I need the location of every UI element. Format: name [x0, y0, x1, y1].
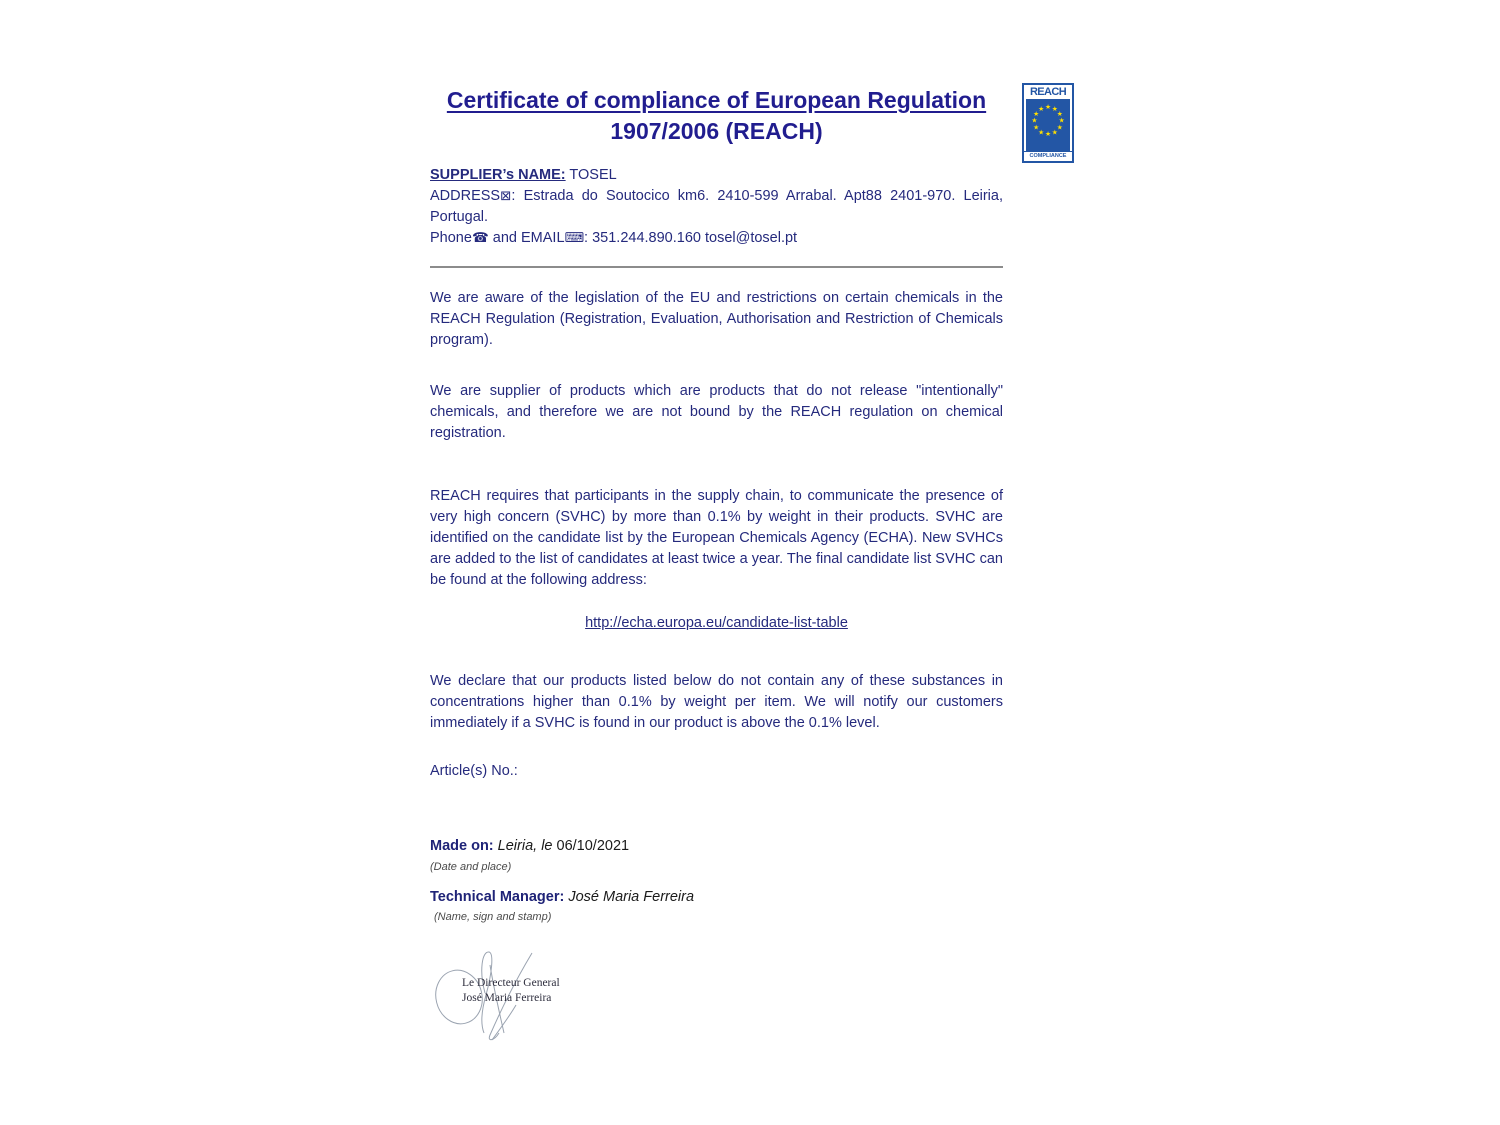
signature-text-line1: Le Directeur General — [462, 977, 560, 989]
svg-text:★: ★ — [1033, 123, 1040, 132]
supplier-address-line — [430, 186, 1003, 228]
paragraph-svhc-requirements: REACH requires that participants in the supply chain, to communicate the presence of very high concern (SVHC) by more than 0.1% by weight in their products. SVHC are identified on the candidate list by the European Chemicals Agency (ECHA). New SVHCs are added to the list of candidates at least twice a year. The final candidate list SVHC can be found at the following address: — [430, 488, 1003, 588]
candidate-list-link[interactable]: http://echa.europa.eu/candidate-list-table — [585, 615, 848, 631]
svg-text:★: ★ — [1051, 104, 1058, 113]
svg-text:★: ★ — [1038, 128, 1045, 137]
svg-text:★: ★ — [1033, 109, 1040, 118]
phone-label: Phone — [430, 230, 472, 246]
contact-value: 351.244.890.160 tosel@tosel.pt — [592, 230, 798, 246]
signature-text-line2: José Maria Ferreira — [462, 992, 552, 1004]
eu-stars-flag — [1026, 99, 1070, 151]
page-title-line1: Certificate of compliance of European Regulation — [446, 87, 987, 113]
address-colon: : — [511, 188, 516, 204]
technical-manager-label: Technical Manager: — [430, 889, 565, 905]
and-email-label: and EMAIL — [488, 230, 565, 246]
technical-manager-name: José Maria Ferreira — [568, 889, 695, 905]
technical-manager-line — [430, 889, 1003, 905]
candidate-list-link-line — [430, 615, 1003, 631]
supplier-name-value: TOSEL — [569, 167, 617, 183]
supplier-info — [430, 165, 1003, 249]
page-title-line2: 1907/2006 (REACH) — [610, 118, 823, 144]
eu-stars-icon — [1026, 99, 1070, 141]
reach-logo-compliance-label: COMPLIANCE — [1024, 151, 1072, 161]
supplier-name-line — [430, 165, 1003, 186]
signature-text — [462, 976, 560, 1006]
page-title — [430, 85, 1003, 147]
svg-text:★: ★ — [1038, 104, 1045, 113]
address-label: ADDRESS — [430, 188, 501, 204]
envelope-icon: ⊠ — [500, 188, 512, 204]
reach-compliance-logo — [1022, 83, 1074, 163]
svg-text:★: ★ — [1044, 130, 1052, 139]
paragraph-declaration: We declare that our products listed below do not contain any of these substances in concentrations higher than 0.1% by weight per item. We will notify our customers immediately if a SVHC is found in our product is above the 0.1% level. — [430, 673, 1003, 731]
supplier-contact-line — [430, 228, 1003, 249]
computer-icon: ⌨ — [564, 230, 585, 246]
made-on-date: 06/10/2021 — [556, 838, 630, 854]
svg-text:★: ★ — [1058, 116, 1065, 125]
name-sign-stamp-note: (Name, sign and stamp) — [434, 911, 552, 923]
svg-text:★: ★ — [1031, 116, 1038, 125]
articles-no-label: Article(s) No.: — [430, 763, 518, 779]
made-on-place: Leiria, le — [497, 838, 553, 854]
paragraph-supplier-statement: We are supplier of products which are products that do not release "intentionally" chemicals, and therefore we are not bound by the REACH regulation on chemical registration. — [430, 383, 1003, 441]
made-on-label: Made on: — [430, 838, 494, 854]
svg-text:★: ★ — [1056, 109, 1063, 118]
address-value: Estrada do Soutocico km6. 2410-599 Arrabal. Apt88 2401-970. Leiria, Portugal. — [430, 188, 1003, 225]
made-on-line — [430, 838, 1003, 854]
telephone-icon: ☎ — [471, 230, 489, 246]
svg-text:★: ★ — [1044, 103, 1052, 111]
supplier-name-label: SUPPLIER’s NAME: — [430, 167, 566, 183]
paragraph-reach-awareness: We are aware of the legislation of the EU and restrictions on certain chemicals in the REACH Regulation (Registration, Evaluation, Authorisation and Restriction of Chemicals program). — [430, 290, 1003, 348]
svg-text:★: ★ — [1056, 123, 1063, 132]
svg-text:★: ★ — [1051, 128, 1058, 137]
signature-block — [432, 945, 560, 1050]
reach-logo-label: REACH — [1029, 86, 1067, 98]
contact-colon: : — [584, 230, 589, 246]
date-place-note: (Date and place) — [430, 861, 512, 873]
horizontal-divider — [430, 266, 1003, 268]
